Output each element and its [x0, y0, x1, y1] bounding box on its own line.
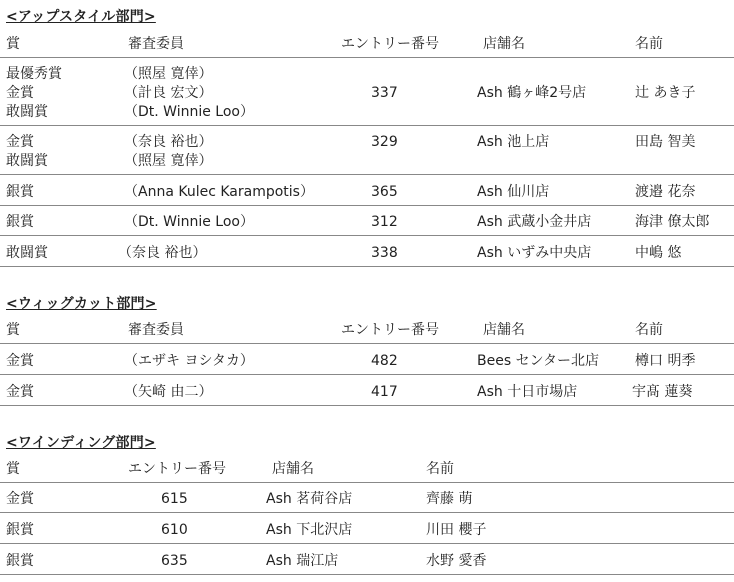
- award-cell: 銀賞: [6, 214, 34, 230]
- entry-number-cell: 615: [161, 491, 188, 507]
- award-cell: 敢闘賞: [6, 153, 48, 169]
- header-entry: エントリー番号: [128, 461, 226, 477]
- divider: [0, 174, 734, 175]
- header-judge: 審査委員: [128, 322, 184, 338]
- judge-cell: （Dt. Winnie Loo）: [124, 104, 254, 120]
- divider: [0, 574, 734, 575]
- header-name: 名前: [635, 322, 663, 338]
- divider: [0, 482, 734, 483]
- award-cell: 金賞: [6, 353, 34, 369]
- section-title-winding: <ワインディング部門>: [6, 435, 156, 451]
- award-cell: 金賞: [6, 384, 34, 400]
- store-cell: Ash 仙川店: [477, 184, 550, 200]
- award-cell: 銀賞: [6, 184, 34, 200]
- name-cell: 渡邉 花奈: [635, 184, 696, 200]
- entry-number-cell: 365: [371, 184, 398, 200]
- store-cell: Ash 武蔵小金井店: [477, 214, 592, 230]
- header-entry: エントリー番号: [341, 36, 439, 52]
- judge-cell: （照屋 寛倖）: [124, 153, 213, 169]
- award-cell: 金賞: [6, 85, 34, 101]
- header-entry: エントリー番号: [341, 322, 439, 338]
- header-store: 店舗名: [483, 36, 525, 52]
- judge-cell: （奈良 裕也）: [118, 245, 207, 261]
- name-cell: 水野 愛香: [426, 553, 487, 569]
- name-cell: 齊藤 萌: [426, 491, 473, 507]
- award-cell: 敢闘賞: [6, 104, 48, 120]
- judge-cell: （計良 宏文）: [124, 85, 213, 101]
- name-cell: 田島 智美: [635, 134, 696, 150]
- entry-number-cell: 635: [161, 553, 188, 569]
- entry-number-cell: 610: [161, 522, 188, 538]
- award-cell: 銀賞: [6, 522, 34, 538]
- award-cell: 敢闘賞: [6, 245, 48, 261]
- judge-cell: （矢崎 由二）: [124, 384, 213, 400]
- store-cell: Ash 池上店: [477, 134, 550, 150]
- divider: [0, 512, 734, 513]
- store-cell: Ash 鶴ヶ峰2号店: [477, 85, 587, 101]
- header-award: 賞: [6, 36, 20, 52]
- name-cell: 樽口 明季: [635, 353, 696, 369]
- award-cell: 金賞: [6, 134, 34, 150]
- entry-number-cell: 312: [371, 214, 398, 230]
- judge-cell: （奈良 裕也）: [124, 134, 213, 150]
- section-title-wigcut: <ウィッグカット部門>: [6, 296, 157, 312]
- header-award: 賞: [6, 322, 20, 338]
- name-cell: 辻 あき子: [635, 85, 696, 101]
- entry-number-cell: 338: [371, 245, 398, 261]
- name-cell: 川田 櫻子: [426, 522, 487, 538]
- divider: [0, 374, 734, 375]
- award-cell: 最優秀賞: [6, 66, 62, 82]
- table-header: [0, 320, 734, 340]
- header-judge: 審査委員: [128, 36, 184, 52]
- entry-number-cell: 417: [371, 384, 398, 400]
- name-cell: 海津 僚太郎: [635, 214, 710, 230]
- entry-number-cell: 337: [371, 85, 398, 101]
- judge-cell: （Dt. Winnie Loo）: [124, 214, 254, 230]
- judge-cell: （照屋 寛倖）: [124, 66, 213, 82]
- header-name: 名前: [426, 461, 454, 477]
- store-cell: Ash いずみ中央店: [477, 245, 592, 261]
- divider: [0, 266, 734, 267]
- store-cell: Ash 瑞江店: [266, 553, 339, 569]
- divider: [0, 125, 734, 126]
- award-cell: 金賞: [6, 491, 34, 507]
- table-header: [0, 459, 734, 479]
- header-award: 賞: [6, 461, 20, 477]
- divider: [0, 57, 734, 58]
- store-cell: Bees センター北店: [477, 353, 600, 369]
- table-header: [0, 34, 734, 54]
- store-cell: Ash 茗荷谷店: [266, 491, 353, 507]
- divider: [0, 205, 734, 206]
- judge-cell: （Anna Kulec Karampotis）: [124, 184, 314, 200]
- divider: [0, 343, 734, 344]
- divider: [0, 235, 734, 236]
- header-store: 店舗名: [272, 461, 314, 477]
- name-cell: 中嶋 悠: [635, 245, 682, 261]
- judge-cell: （エザキ ヨシタカ）: [124, 353, 254, 369]
- section-title-upstyle: <アップスタイル部門>: [6, 9, 156, 25]
- divider: [0, 543, 734, 544]
- award-cell: 銀賞: [6, 553, 34, 569]
- header-store: 店舗名: [483, 322, 525, 338]
- name-cell: 宇髙 蓮葵: [632, 384, 693, 400]
- entry-number-cell: 329: [371, 134, 398, 150]
- store-cell: Ash 下北沢店: [266, 522, 353, 538]
- entry-number-cell: 482: [371, 353, 398, 369]
- header-name: 名前: [635, 36, 663, 52]
- divider: [0, 405, 734, 406]
- store-cell: Ash 十日市場店: [477, 384, 578, 400]
